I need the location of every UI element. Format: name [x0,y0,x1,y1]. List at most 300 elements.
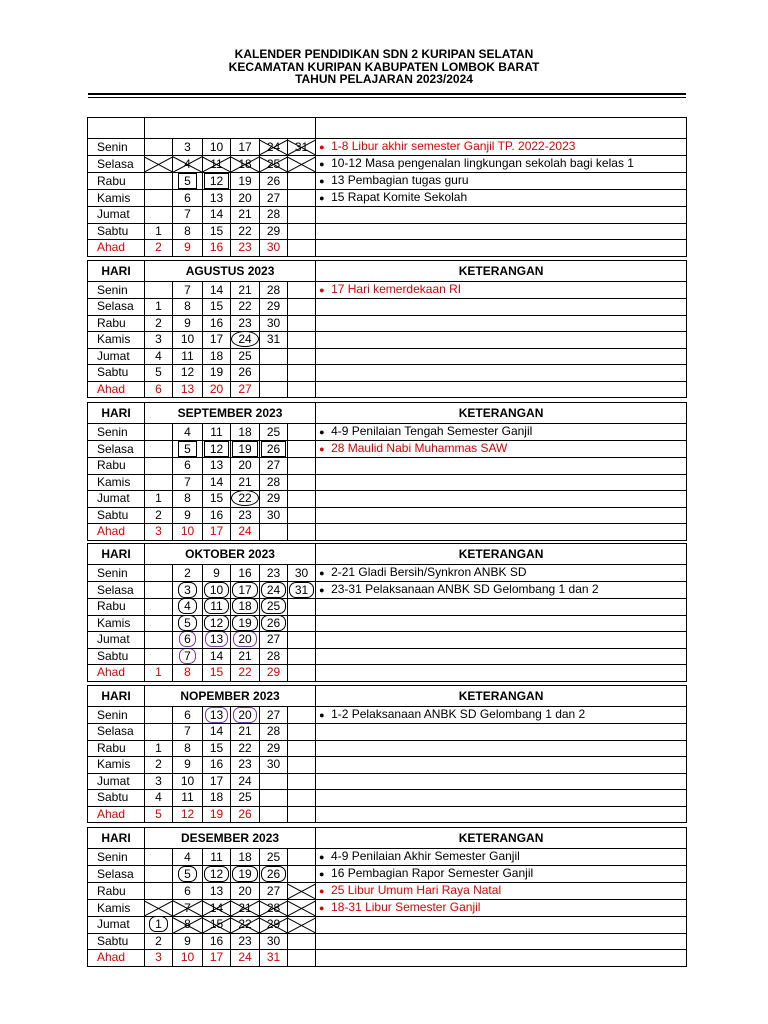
week-day-row [88,849,687,866]
date-cell [173,900,203,917]
date-cell [231,240,260,257]
date-number: 12 [180,365,195,380]
month-table [87,260,687,398]
day-name: Ahad [88,240,145,257]
date-number: 20 [238,190,252,205]
date-number: 11 [210,156,223,171]
date-number [154,867,164,881]
date-cell [260,849,288,866]
note-cell [316,790,687,807]
note-text: 28 Maulid Nabi Muhammas SAW [331,441,508,455]
week-day-row [88,724,687,741]
col-header-hari: HARI [88,686,145,707]
date-cell [203,348,231,365]
bullet-icon: ● [319,886,325,896]
date-cell [173,381,203,398]
date-number: 11 [181,790,194,805]
date-cell [288,299,316,316]
bullet-icon: ● [319,142,325,152]
date-number: 8 [184,917,191,932]
date-cell [260,883,288,900]
date-number: 13 [180,381,195,396]
date-number: 13 [209,190,224,205]
week-day-row [88,282,687,299]
date-cell [145,441,173,458]
date-cell [260,299,288,316]
date-cell [203,790,231,807]
note-cell [316,458,687,475]
note-cell [316,806,687,823]
date-number: 14 [209,724,224,739]
date-number: 15 [209,917,224,932]
day-name: Rabu [88,458,145,475]
note-text: 15 Rapat Komite Sekolah [331,190,468,204]
date-cell [173,665,203,682]
date-cell [288,917,316,934]
date-cell [288,757,316,774]
date-number: 19 [232,866,257,882]
month-table [87,827,687,967]
date-number: 12 [204,441,229,457]
note-cell [316,240,687,257]
month-title [145,118,316,139]
date-cell [203,365,231,382]
date-number: 9 [184,240,191,255]
date-cell [260,724,288,741]
date-cell [145,565,173,582]
day-name: Senin [88,849,145,866]
date-cell [203,632,231,649]
date-cell [203,240,231,257]
note-cell [316,632,687,649]
date-cell [260,773,288,790]
note-cell [316,223,687,240]
week-day-row [88,883,687,900]
date-number: 25 [266,849,281,864]
week-day-row [88,173,687,190]
date-number: 29 [266,299,281,314]
date-number: 31 [289,582,314,598]
date-number: 21 [238,207,252,222]
date-cell [203,933,231,950]
date-cell [203,740,231,757]
date-cell [145,282,173,299]
date-number: 25 [238,348,252,363]
date-number: 4 [178,599,197,615]
date-cell [203,615,231,632]
week-day-row [88,565,687,582]
note-cell [316,773,687,790]
date-cell [260,599,288,616]
note-cell [316,365,687,382]
date-cell [173,156,203,173]
date-number: 7 [184,207,191,222]
date-cell [260,917,288,934]
date-number: 30 [266,507,281,522]
date-number: 26 [261,441,286,457]
note-cell [316,282,687,299]
date-number: 29 [266,917,281,932]
date-cell [231,458,260,475]
date-number: 16 [209,240,224,255]
date-cell [288,615,316,632]
note-cell [316,883,687,900]
date-number: 17 [238,139,252,154]
date-number: 25 [261,599,286,615]
date-cell [145,240,173,257]
date-cell [173,849,203,866]
note-cell [316,474,687,491]
day-name: Senin [88,565,145,582]
date-cell [145,917,173,934]
date-cell [145,757,173,774]
day-name: Jumat [88,917,145,934]
date-cell [173,648,203,665]
week-day-row [88,900,687,917]
note-text: 1-8 Libur akhir semester Ganjil TP. 2022-2023 [331,139,576,153]
date-cell [203,332,231,349]
week-day-row [88,740,687,757]
date-number: 7 [184,900,191,915]
date-number: 7 [184,282,191,297]
date-number: 18 [209,790,224,805]
note-cell [316,724,687,741]
date-number: 3 [155,773,162,788]
date-cell [173,507,203,524]
date-number: 15 [209,665,224,680]
day-name: Sabtu [88,648,145,665]
date-cell [260,441,288,458]
date-number: 11 [204,599,228,615]
date-number: 17 [209,524,224,539]
date-cell [288,173,316,190]
date-cell [203,299,231,316]
date-number: 29 [266,740,281,755]
date-cell [145,866,173,883]
day-name: Senin [88,282,145,299]
date-cell [288,900,316,917]
date-cell [288,207,316,224]
date-number: 5 [155,365,162,380]
date-cell [203,757,231,774]
date-number: 26 [266,173,281,188]
date-cell [231,381,260,398]
date-cell [173,933,203,950]
date-cell [173,707,203,724]
date-number: 3 [178,582,197,598]
date-number: 28 [266,207,281,222]
date-number: 4 [184,156,191,171]
date-cell [203,156,231,173]
bullet-icon: ● [319,869,325,879]
date-cell [145,299,173,316]
date-number: 16 [238,565,252,580]
date-cell [260,173,288,190]
date-number: 21 [238,648,252,663]
date-cell [173,773,203,790]
date-cell [173,883,203,900]
date-number: 20 [238,458,252,473]
date-number: 27 [266,190,281,205]
date-cell [145,139,173,156]
date-cell [145,599,173,616]
date-cell [231,299,260,316]
date-cell [173,524,203,541]
day-name: Sabtu [88,223,145,240]
date-number: 3 [184,139,191,154]
date-cell [260,707,288,724]
date-number: 28 [266,900,281,915]
week-day-row [88,458,687,475]
week-day-row [88,806,687,823]
note-cell [316,156,687,173]
date-number: 25 [266,424,281,439]
date-number: 9 [184,507,191,522]
date-number: 17 [232,582,257,598]
date-number: 23 [238,240,252,255]
title-rule-thin [88,97,686,98]
day-name: Sabtu [88,790,145,807]
date-number: 27 [266,458,281,473]
date-cell [145,724,173,741]
date-number: 2 [155,315,162,330]
date-cell [288,139,316,156]
date-number: 8 [184,491,191,506]
date-cell [203,724,231,741]
date-number: 18 [238,156,252,171]
date-cell [145,223,173,240]
date-cell [203,648,231,665]
day-name: Selasa [88,866,145,883]
date-number: 26 [261,866,286,882]
note-cell [316,424,687,441]
date-cell [173,332,203,349]
month-table [87,117,687,257]
note-cell [316,933,687,950]
date-cell [145,332,173,349]
date-number: 14 [209,474,224,489]
date-cell [288,724,316,741]
col-header-keterangan: KETERANGAN [316,261,687,282]
date-cell [288,707,316,724]
date-number: 22 [238,223,252,238]
date-cell [231,424,260,441]
date-cell [231,866,260,883]
date-number: 8 [184,223,191,238]
bullet-icon: ● [319,193,325,203]
date-number: 13 [205,707,228,723]
date-number: 23 [238,507,252,522]
date-cell [203,173,231,190]
date-number: 23 [266,565,281,580]
week-day-row [88,599,687,616]
month-title: SEPTEMBER 2023 [145,403,316,424]
date-cell [260,507,288,524]
day-name: Kamis [88,474,145,491]
note-cell [316,381,687,398]
date-cell [203,381,231,398]
date-number: 19 [232,441,257,457]
date-number: 9 [184,315,191,330]
date-cell [145,648,173,665]
date-number: 28 [266,474,281,489]
date-cell [173,207,203,224]
date-cell [173,950,203,967]
date-number: 5 [155,806,162,821]
date-number: 27 [238,381,252,396]
week-day-row [88,190,687,207]
date-cell [288,933,316,950]
date-cell [288,740,316,757]
date-cell [203,917,231,934]
date-number: 29 [266,223,281,238]
date-cell [260,665,288,682]
date-number: 28 [266,648,281,663]
week-day-row [88,491,687,508]
date-number: 12 [204,173,229,189]
week-day-row [88,240,687,257]
date-number: 29 [266,665,281,680]
date-number [154,616,164,630]
date-number: 19 [209,806,224,821]
date-cell [203,458,231,475]
date-cell [145,933,173,950]
date-number: 21 [238,900,252,915]
date-cell [203,315,231,332]
date-cell [173,315,203,332]
date-number: 5 [178,173,197,189]
note-cell [316,648,687,665]
date-cell [145,381,173,398]
bullet-icon: ● [319,285,325,295]
date-number: 16 [209,757,224,772]
week-day-row [88,139,687,156]
date-number: 20 [233,632,256,648]
day-name: Selasa [88,156,145,173]
date-number: 26 [238,806,252,821]
date-cell [260,282,288,299]
date-cell [203,582,231,599]
date-number: 22 [238,299,252,314]
date-cell [288,849,316,866]
month-title: DESEMBER 2023 [145,828,316,849]
date-number: 15 [209,491,224,506]
date-cell [173,348,203,365]
bullet-icon: ● [319,568,325,578]
date-number: 3 [155,332,162,347]
date-cell [145,900,173,917]
date-number: 27 [266,632,281,647]
date-cell [260,632,288,649]
date-number: 16 [209,315,224,330]
date-cell [260,381,288,398]
date-cell [231,315,260,332]
date-number: 6 [184,190,191,205]
date-number: 5 [178,441,197,457]
date-number: 15 [209,223,224,238]
date-cell [260,348,288,365]
date-number: 6 [184,458,191,473]
date-cell [288,190,316,207]
col-header-keterangan [316,118,687,139]
date-cell [145,773,173,790]
date-number: 4 [155,790,162,805]
day-name: Kamis [88,332,145,349]
date-cell [260,933,288,950]
date-number: 23 [238,933,252,948]
date-number: 10 [180,773,195,788]
date-cell [145,883,173,900]
date-cell [173,790,203,807]
date-cell [231,565,260,582]
note-cell [316,757,687,774]
note-text: 16 Pembagian Rapor Semester Ganjil [331,866,534,880]
day-name: Jumat [88,491,145,508]
month-table [87,685,687,823]
note-cell [316,190,687,207]
date-number: 28 [266,724,281,739]
date-number: 16 [209,507,224,522]
day-name: Jumat [88,773,145,790]
note-cell [316,348,687,365]
date-number: 19 [209,365,224,380]
date-number [154,583,164,597]
date-number [297,442,307,456]
date-cell [260,491,288,508]
day-name: Ahad [88,524,145,541]
date-cell [203,707,231,724]
week-day-row [88,707,687,724]
date-number: 30 [266,933,281,948]
date-number: 10 [180,524,195,539]
date-cell [203,524,231,541]
date-number: 27 [266,707,281,722]
date-number: 1 [155,299,162,314]
date-cell [173,240,203,257]
date-cell [173,740,203,757]
date-cell [231,441,260,458]
date-cell [288,582,316,599]
date-number: 24 [266,139,281,154]
note-cell [316,299,687,316]
day-name: Kamis [88,757,145,774]
bullet-icon: ● [319,852,325,862]
date-cell [145,315,173,332]
date-number: 23 [238,315,252,330]
date-number [297,616,307,630]
note-cell [316,491,687,508]
date-number: 25 [266,156,281,171]
date-cell [260,458,288,475]
date-cell [203,474,231,491]
date-cell [231,524,260,541]
date-number: 4 [184,424,191,439]
day-name: Jumat [88,207,145,224]
bullet-icon: ● [319,903,325,913]
date-number: 30 [294,565,309,580]
date-cell [145,491,173,508]
date-number: 11 [181,348,194,363]
date-cell [173,299,203,316]
date-cell [288,665,316,682]
date-cell [260,207,288,224]
note-cell [316,507,687,524]
date-cell [173,615,203,632]
date-number: 16 [209,933,224,948]
date-cell [260,240,288,257]
date-cell [203,441,231,458]
date-cell [145,582,173,599]
